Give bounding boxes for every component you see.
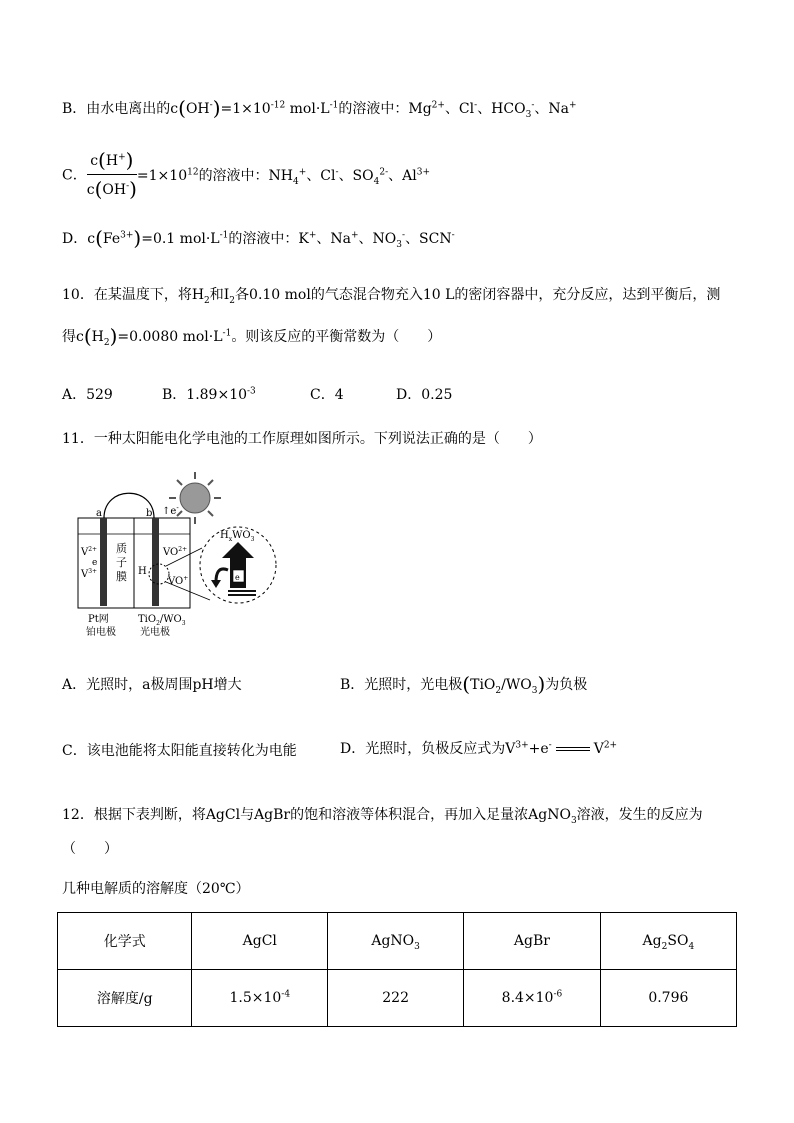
q10-option-a[interactable]: A．529 [62,387,113,403]
solubility-table [57,912,737,1027]
label-a: a [96,508,102,519]
svg-text:e: e [92,558,98,568]
table-header-row [58,913,737,970]
q10-option-c[interactable]: C．4 [310,387,344,403]
table-caption: 几种电解质的溶解度（20℃） [62,881,250,897]
q9-option-b[interactable]: B．由水电离出的$c(OH^-)=1\times 10^{-12}$ $mol\cdot L^{-1}$的溶液中：$Mg^{2+}$、Cl-、$HCO_3^-$、Na+ [62,96,577,120]
table-cell: 222 [328,970,464,1027]
svg-text:V2+: $V^{2+}$ [81,546,98,558]
table-header: AgNO$_3$ [328,913,464,970]
table-row [58,970,737,1027]
pt-electrode [100,518,107,606]
q10-stem-line2: 得$c(H_2)=0.0080$ $mol\cdot L^{-1}$。则该反应的平衡常数为（ ） [62,324,442,348]
svg-text:子: 子 [116,556,127,569]
q9b-prefix: B．由水电离出的 [62,101,171,117]
svg-text:e: e [235,573,240,582]
table-header: AgBr [464,913,601,970]
q10-option-b[interactable]: B．$1.89\times 10^{-3}$ [162,386,256,403]
q11-stem: 11．一种太阳能电化学电池的工作原理如图所示。下列说法正确的是（ ） [62,431,542,447]
svg-text:HxWO3: $H_xWO_3$ [220,530,255,543]
photo-electrode [152,518,159,606]
svg-text:VO+: VO+ [168,575,189,587]
label-e-arrow: ↑e- [162,504,179,517]
q11-option-c[interactable]: C．该电池能将太阳能直接转化为电能 [62,743,297,759]
table-cell: 溶解度/g [58,970,192,1027]
equals-sign [556,747,590,751]
q9-option-d[interactable]: D．$c(Fe^{3+})=0.1$ $mol\cdot L^{-1}$的溶液中：K+、Na+、$NO_3^-$、SCN- [62,226,455,250]
q11-option-d[interactable]: D．光照时，负极反应式为$V^{3+}+e^-$ $V^{2+}$ [340,740,618,757]
q11-option-a[interactable]: A．光照时，a极周围pH增大 [62,677,242,693]
solar-cell-diagram [70,470,290,640]
q12-stem-line2: （ ） [62,841,118,857]
table-header: AgCl [192,913,328,970]
sun-icon [169,472,221,524]
q10-option-d[interactable]: D．0.25 [396,387,453,403]
concentration-ratio-fraction: $\frac{c(H^+)}{c(OH^-)}$ [86,148,137,201]
label-b: b [146,508,153,519]
q10-stem-line1: 10．在某温度下，将$H_2$和$I_2$各0.10 mol的气态混合物充入10 L的密闭容器中，充分反应，达到平衡后，测 [62,287,721,306]
table-header: $Ag_2SO_4$ [600,913,736,970]
q11-option-b[interactable]: B．光照时，光电极$(TiO_2/WO_3)$为负极 [340,672,588,696]
table-cell: $1.5\times 10^{-4}$ [192,970,328,1027]
svg-text:光电极: 光电极 [140,627,170,638]
svg-text:H: H [138,566,147,577]
table-cell: $8.4\times 10^{-6}$ [464,970,601,1027]
q12-stem-line1: 12．根据下表判断，将AgCl与AgBr的饱和溶液等体积混合，再加入足量浓AgNO$_3$溶液，发生的反应为 [62,807,703,826]
svg-text:膜: 膜 [116,570,127,583]
q9-option-c[interactable]: C． $\frac{c(H^+)}{c(OH^-)}$ $=1\times 10^{12}$的溶液中：$NH_4^+$、Cl-、$SO_4^{2-}$、$Al^{3+}$ [62,148,431,201]
table-cell: 0.796 [600,970,736,1027]
svg-text:Pt网: Pt网 [88,614,109,625]
svg-text:质: 质 [116,542,127,555]
svg-text:VO2+: $VO^{2+}$ [163,546,188,558]
svg-text:铂电极: 铂电极 [86,627,116,638]
svg-text:V3+: $V^{3+}$ [81,568,98,580]
table-header: 化学式 [58,913,192,970]
svg-text:TiO2/WO3: $TiO_2/WO_3$ [138,614,186,627]
